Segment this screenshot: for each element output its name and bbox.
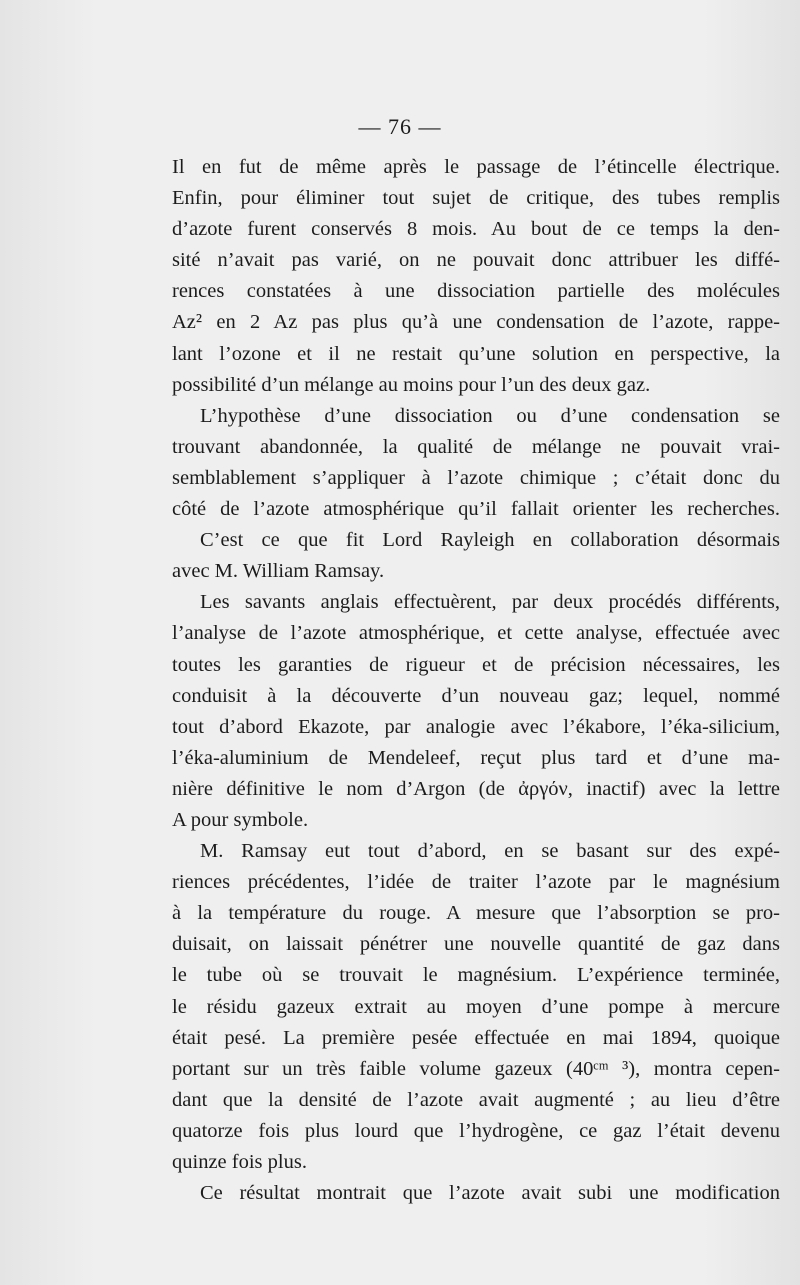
page-number: — 76 —	[358, 114, 442, 139]
text-line: l’analyse de l’azote atmosphérique, et cette analyse, effectuée avec	[172, 622, 780, 645]
text-line: le résidu gazeux extrait au moyen d’une pompe à mercure	[172, 995, 780, 1018]
text-line: portant sur un très faible volume gazeux (40ᶜᵐ ³), montra cepen-	[172, 1057, 780, 1080]
text-line: côté de l’azote atmosphérique qu’il fallait orienter les recherches.	[172, 498, 780, 521]
text-line: rences constatées à une dissociation partielle des molécules	[172, 280, 780, 303]
text-line: avec M. William Ramsay.	[172, 560, 385, 583]
text-line: toutes les garanties de rigueur et de précision nécessaires, les	[172, 653, 780, 676]
text-line: Les savants anglais effectuèrent, par deux procédés différents,	[200, 591, 780, 614]
text-line: semblablement s’appliquer à l’azote chimique ; c’était donc du	[172, 466, 780, 489]
text-line: quatorze fois plus lourd que l’hydrogène, ce gaz l’était devenu	[172, 1119, 780, 1142]
text-line: dant que la densité de l’azote avait augmenté ; au lieu d’être	[172, 1088, 780, 1111]
text-line: nière définitive le nom d’Argon (de ἀργόν, inactif) avec la lettre	[172, 777, 780, 800]
text-line: Il en fut de même après le passage de l’étincelle électrique.	[172, 156, 780, 178]
text-line: L’hypothèse d’une dissociation ou d’une condensation se	[200, 404, 780, 427]
text-line: A pour symbole.	[172, 808, 309, 831]
text-line: tout d’abord Ekazote, par analogie avec l’ékabore, l’éka-silicium,	[172, 715, 780, 738]
text-line: possibilité d’un mélange au moins pour l’un des deux gaz.	[172, 373, 651, 396]
text-line: Az² en 2 Az pas plus qu’à une condensation de l’azote, rappe-	[172, 311, 780, 334]
text-line: riences précédentes, l’idée de traiter l’azote par le magnésium	[172, 871, 780, 894]
text-line: Ce résultat montrait que l’azote avait subi une modification	[200, 1182, 780, 1205]
text-line: d’azote furent conservés 8 mois. Au bout de ce temps la den-	[172, 218, 780, 241]
text-line: le tube où se trouvait le magnésium. L’expérience terminée,	[172, 964, 780, 987]
text-line: conduisit à la découverte d’un nouveau gaz; lequel, nommé	[172, 684, 780, 707]
text-line: à la température du rouge. A mesure que l’absorption se pro-	[172, 902, 780, 925]
body-text	[172, 152, 780, 1209]
text-line: trouvant abandonnée, la qualité de mélange ne pouvait vrai-	[172, 435, 780, 458]
text-line: l’éka-aluminium de Mendeleef, reçut plus tard et d’une ma-	[172, 746, 780, 769]
text-line: duisait, on laissait pénétrer une nouvelle quantité de gaz dans	[172, 933, 780, 956]
text-line: lant l’ozone et il ne restait qu’une solution en perspective, la	[172, 342, 780, 365]
text-line: était pesé. La première pesée effectuée en mai 1894, quoique	[172, 1026, 780, 1049]
text-line: sité n’avait pas varié, on ne pouvait donc attribuer les diffé-	[172, 249, 780, 272]
text-line: quinze fois plus.	[172, 1151, 307, 1173]
text-line: C’est ce que fit Lord Rayleigh en collaboration désormais	[200, 529, 780, 552]
text-line: M. Ramsay eut tout d’abord, en se basant sur des expé-	[200, 840, 780, 863]
text-line: Enfin, pour éliminer tout sujet de critique, des tubes remplis	[172, 187, 780, 210]
